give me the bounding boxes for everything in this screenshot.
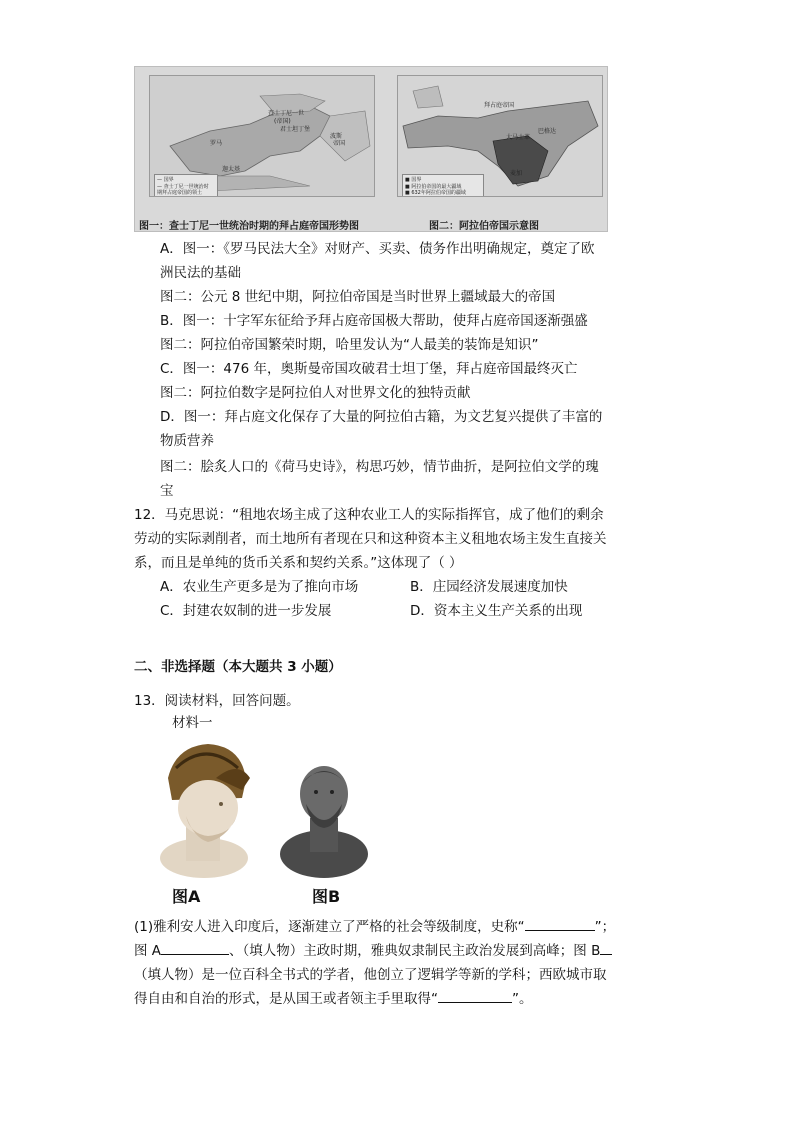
section-heading: 二、非选择题（本大题共 3 小题） [134,659,342,675]
q11-option-c-line1: C．图一：476 年，奥斯曼帝国攻破君士坦丁堡，拜占庭帝国最终灭亡 [160,361,578,377]
map1-label: 帝国 [333,140,346,147]
map1-caption: 图一：查士丁尼一世统治时期的拜占庭帝国形势图 [139,221,359,232]
aristotle-bust-drawing [276,754,372,878]
answer-blank-figure-a[interactable] [161,942,229,955]
q11-option-d-line2: 物质营养 [160,433,214,449]
map1-legend-item: — 查士丁尼一世统治时 [157,184,209,190]
map2-label: 巴格达 [538,128,557,135]
map1-legend-item: 期拜占庭帝国的领土 [157,190,203,196]
map2-legend-item: ■ 632年阿拉伯帝国的疆域 [405,190,466,196]
answer-blank-caste-system[interactable] [525,918,595,931]
q11-option-d-line3: 图二：脍炙人口的《荷马史诗》，构思巧妙，情节曲折，是阿拉伯文学的瑰 [160,459,599,475]
q11-option-c-line2: 图二：阿拉伯数字是阿拉伯人对世界文化的独特贡献 [160,385,471,401]
q13-part1-line2 [134,942,612,960]
q12-stem-line3: 系，而且是单纯的货币关系和契约关系。”这体现了（ ） [134,555,463,571]
q12-stem-line1: 12．马克思说：“租地农场主成了这种农业工人的实际指挥官，成了他们的剩余 [134,507,604,523]
q11-option-d-line4: 宝 [160,483,174,499]
q13-part1-text: ”。 [512,991,533,1007]
map2-legend-item: ■ 国界 [405,177,422,183]
q13-part1-line3: （填人物）是一位百科全书式的学者，他创立了逻辑学等新的学科；西欧城市取 [134,967,607,983]
map2-legend-item: ■ 阿拉伯帝国的最大疆域 [405,184,462,190]
aristotle-bust-image [276,754,372,878]
q13-part1-line4 [134,990,533,1008]
map1-label: 迦太基 [222,166,241,173]
q11-option-d-line1: D．图一：拜占庭文化保存了大量的阿拉伯古籍，为文艺复兴提供了丰富的 [160,409,603,425]
map2-legend [402,174,484,197]
q11-option-a-line2: 洲民法的基础 [160,265,241,281]
map1-label: 查士丁尼一世 [268,110,305,117]
q13-part1-text: 图 A [134,943,162,959]
q13-intro: 13．阅读材料，回答问题。 [134,693,300,709]
arab-empire-map [397,75,603,197]
answer-blank-figure-b[interactable] [600,942,612,955]
map2-label: 拜占庭帝国 [484,102,515,109]
q13-part1-line1 [134,918,615,936]
q12-option-a: A．农业生产更多是为了推向市场 [160,579,359,595]
map1-legend-item: — 国界 [157,177,174,183]
q11-option-b-line2: 图二：阿拉伯帝国繁荣时期，哈里发认为“人最美的装饰是知识” [160,337,539,353]
pericles-bust-drawing [146,738,256,878]
q13-part1-text: 、（填人物）主政时期，雅典奴隶制民主政治发展到高峰；图 B [229,943,601,959]
answer-blank-charter[interactable] [438,990,512,1003]
maps-figure [134,66,608,232]
map1-label: 罗马 [210,140,223,147]
map1-label: (帝国) [274,118,291,125]
map2-label: 麦加 [510,170,523,177]
q13-part1-text: (1)雅利安人进入印度后，逐渐建立了严格的社会等级制度，史称“ [134,919,525,935]
byzantine-map [149,75,375,197]
map1-label: 君士坦丁堡 [280,126,311,133]
q12-option-b: B．庄园经济发展速度加快 [410,579,568,595]
map2-caption: 图二：阿拉伯帝国示意图 [429,221,539,232]
figure-b-label: 图B [312,887,341,906]
q13-material-label: 材料一 [172,715,213,731]
q12-option-d: D．资本主义生产关系的出现 [410,603,583,619]
pericles-bust-image [146,738,256,878]
q13-part1-text: 得自由和自治的形式，是从国王或者领主手里取得“ [134,991,438,1007]
map1-label: 波斯 [330,133,343,140]
q12-option-c: C．封建农奴制的进一步发展 [160,603,332,619]
q11-option-b-line1: B．图一：十字军东征给予拜占庭帝国极大帮助，使拜占庭帝国逐渐强盛 [160,313,588,329]
q11-option-a-line3: 图二：公元 8 世纪中期，阿拉伯帝国是当时世界上疆域最大的帝国 [160,289,556,305]
map1-legend [154,174,218,197]
q13-part1-text: ”； [594,919,616,935]
q11-option-a-line1: A．图一：《罗马民法大全》对财产、买卖、债务作出明确规定，奠定了欧 [160,241,595,257]
map2-label: 大马士革 [506,134,531,141]
q12-stem-line2: 劳动的实际剥削者，而土地所有者现在只和这种资本主义租地农场主发生直接关 [134,531,607,547]
figure-a-label: 图A [172,887,201,906]
